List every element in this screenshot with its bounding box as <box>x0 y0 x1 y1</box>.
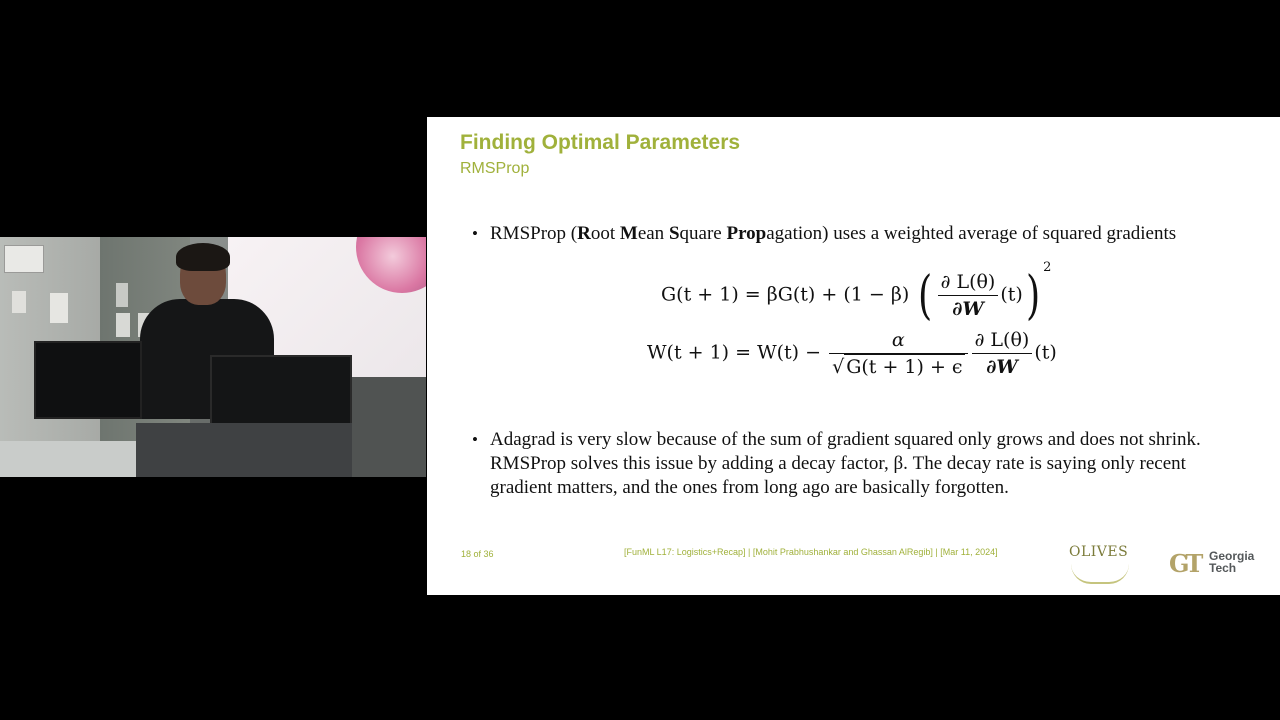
equation-g-update <box>661 259 1052 326</box>
presenter-hair <box>176 243 230 271</box>
bullet-text: S <box>668 223 680 244</box>
fraction-denominator: √ G(t + 1) + ϵ <box>832 356 963 378</box>
paren-close: ) <box>1025 265 1041 326</box>
bullet-icon: • <box>472 224 478 243</box>
bullet-text: oot <box>590 223 620 244</box>
door-panel <box>116 283 128 307</box>
olives-logo <box>1063 542 1135 586</box>
wall-panel <box>50 293 68 323</box>
bullet-text: agation) uses a weighted average of squared gradients <box>766 223 1177 244</box>
slide <box>427 117 1280 595</box>
side-desk <box>0 441 136 477</box>
camera-feed <box>0 237 426 477</box>
footer-citation: [FunML L17: Logistics+Recap] | [Mohit Prabhushankar and Ghassan AlRegib] | [Mar 11, 2024] <box>624 547 998 557</box>
bullet-text: quare <box>679 223 727 244</box>
light-switch <box>12 291 26 313</box>
fraction-numerator: ∂ L(θ) <box>972 327 1033 354</box>
bullet-rmsprop <box>472 222 1220 246</box>
equation-text: (t) <box>1034 341 1057 364</box>
gt-line: Tech <box>1209 561 1237 575</box>
exponent: 2 <box>1043 259 1052 275</box>
olives-logo-text: OLIVES <box>1069 544 1129 560</box>
fraction <box>972 327 1033 380</box>
bullet-text: Prop <box>726 223 767 244</box>
bullet-text: Adagrad is very slow because of the sum of gradient squared only grows and does not shrink. RMSProp solves this issue by adding a decay factor, β. The decay rate is saying only recent gradient matters, and the ones from long ago are basically forgotten. <box>490 429 1201 498</box>
floor <box>350 377 426 477</box>
fraction-denominator: ∂W <box>952 298 984 320</box>
equation-text: W(t + 1) = W(t) − <box>647 341 822 364</box>
equation-text: (t) <box>1000 283 1023 306</box>
bullet-text: M <box>619 223 638 244</box>
door-panel <box>116 313 130 337</box>
olive-branch-icon <box>1071 564 1129 584</box>
gt-line: Georgia <box>1209 549 1255 563</box>
fraction <box>938 269 999 322</box>
sqrt-body: G(t + 1) + ϵ <box>846 356 963 378</box>
georgia-tech-logo <box>1169 547 1269 579</box>
fraction-denominator: ∂W <box>986 356 1018 378</box>
equation-w-update <box>647 327 1057 380</box>
bullet-text: ean <box>637 223 669 244</box>
gt-mark-icon: GT <box>1169 549 1200 578</box>
paren-open: ( <box>918 265 933 326</box>
lectern <box>136 423 352 477</box>
fraction <box>829 327 967 380</box>
page-number: 18 of 36 <box>461 549 494 559</box>
fraction-numerator: ∂ L(θ) <box>938 269 999 296</box>
bullet-adagrad <box>472 428 1220 500</box>
bullet-text: R <box>577 223 591 244</box>
fraction-numerator: α <box>829 327 967 354</box>
equation-text: G(t + 1) = βG(t) + (1 − β) <box>661 283 910 306</box>
monitor-left <box>34 341 142 419</box>
slide-subtitle: RMSProp <box>460 160 530 177</box>
slide-title: Finding Optimal Parameters <box>460 131 741 154</box>
wall-sign <box>4 245 44 273</box>
georgia-tech-wordmark <box>1209 550 1254 574</box>
bullet-icon: • <box>472 430 478 449</box>
bullet-text: RMSProp ( <box>490 223 578 244</box>
